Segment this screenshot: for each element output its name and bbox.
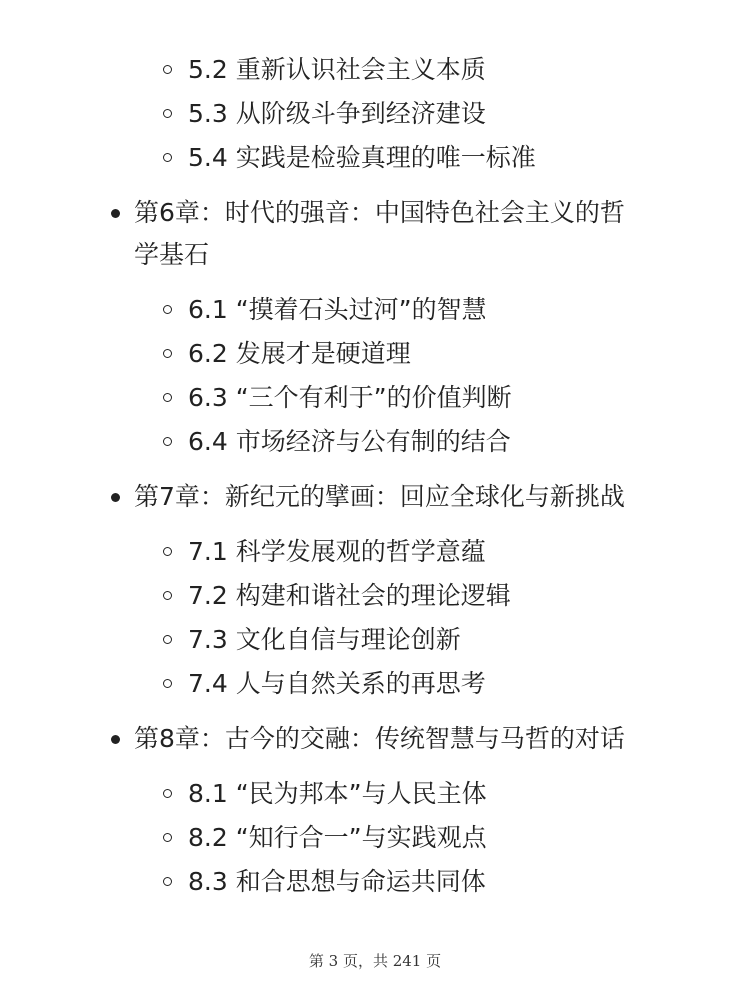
toc-section-label: 8.1 “民为邦本”与人民主体 [188,779,487,808]
toc-section-item [0,574,750,618]
hollow-bullet-icon [163,547,172,556]
toc-chapter-heading [0,718,750,760]
toc-chapter-6 [0,192,750,464]
toc-section-item [0,530,750,574]
toc-section-label: 7.1 科学发展观的哲学意蕴 [188,537,486,566]
toc-section-item [0,860,750,904]
continued-section-list [0,48,750,180]
toc-section-label: 6.4 市场经济与公有制的结合 [188,427,511,456]
toc-section-list [0,288,750,464]
filled-bullet-icon [111,209,120,218]
toc-section-label: 7.3 文化自信与理论创新 [188,625,461,654]
table-of-contents [0,48,750,904]
toc-section-item [0,332,750,376]
toc-section-item [0,288,750,332]
toc-chapter-title-line1: 第7章：新纪元的擘画：回应全球化与新挑战 [134,482,625,511]
hollow-bullet-icon [163,305,172,314]
toc-section-label: 6.1 “摸着石头过河”的智慧 [188,295,487,324]
toc-section-item [0,92,750,136]
hollow-bullet-icon [163,635,172,644]
page-footer: 第 3 页，共 241 页 [308,952,442,970]
toc-section-item [0,48,750,92]
toc-section-label: 8.2 “知行合一”与实践观点 [188,823,487,852]
hollow-bullet-icon [163,349,172,358]
toc-section-item [0,376,750,420]
toc-section-label: 7.4 人与自然关系的再思考 [188,669,486,698]
filled-bullet-icon [111,493,120,502]
toc-chapter-title-line1: 第8章：古今的交融：传统智慧与马哲的对话 [134,724,625,753]
toc-chapter-7 [0,476,750,706]
hollow-bullet-icon [163,153,172,162]
toc-section-item [0,816,750,860]
toc-chapter-8 [0,718,750,904]
hollow-bullet-icon [163,877,172,886]
toc-section-label: 5.2 重新认识社会主义本质 [188,55,486,84]
toc-chapter-title-line2: 学基石 [134,240,210,269]
toc-section-list [0,772,750,904]
hollow-bullet-icon [163,789,172,798]
toc-chapter-heading [0,192,750,276]
toc-section-list [0,530,750,706]
toc-section-label: 5.3 从阶级斗争到经济建设 [188,99,486,128]
toc-section-label: 7.2 构建和谐社会的理论逻辑 [188,581,511,610]
hollow-bullet-icon [163,591,172,600]
toc-section-item [0,618,750,662]
toc-section-item [0,420,750,464]
toc-section-label: 6.2 发展才是硬道理 [188,339,411,368]
hollow-bullet-icon [163,393,172,402]
filled-bullet-icon [111,735,120,744]
hollow-bullet-icon [163,437,172,446]
hollow-bullet-icon [163,109,172,118]
hollow-bullet-icon [163,833,172,842]
toc-section-item [0,662,750,706]
toc-chapter-heading [0,476,750,518]
toc-section-item [0,136,750,180]
toc-chapter-title-line1: 第6章：时代的强音：中国特色社会主义的哲 [134,198,625,227]
toc-section-label: 8.3 和合思想与命运共同体 [188,867,486,896]
hollow-bullet-icon [163,679,172,688]
toc-section-item [0,772,750,816]
hollow-bullet-icon [163,65,172,74]
toc-section-label: 6.3 “三个有利于”的价值判断 [188,383,512,412]
toc-section-label: 5.4 实践是检验真理的唯一标准 [188,143,536,172]
